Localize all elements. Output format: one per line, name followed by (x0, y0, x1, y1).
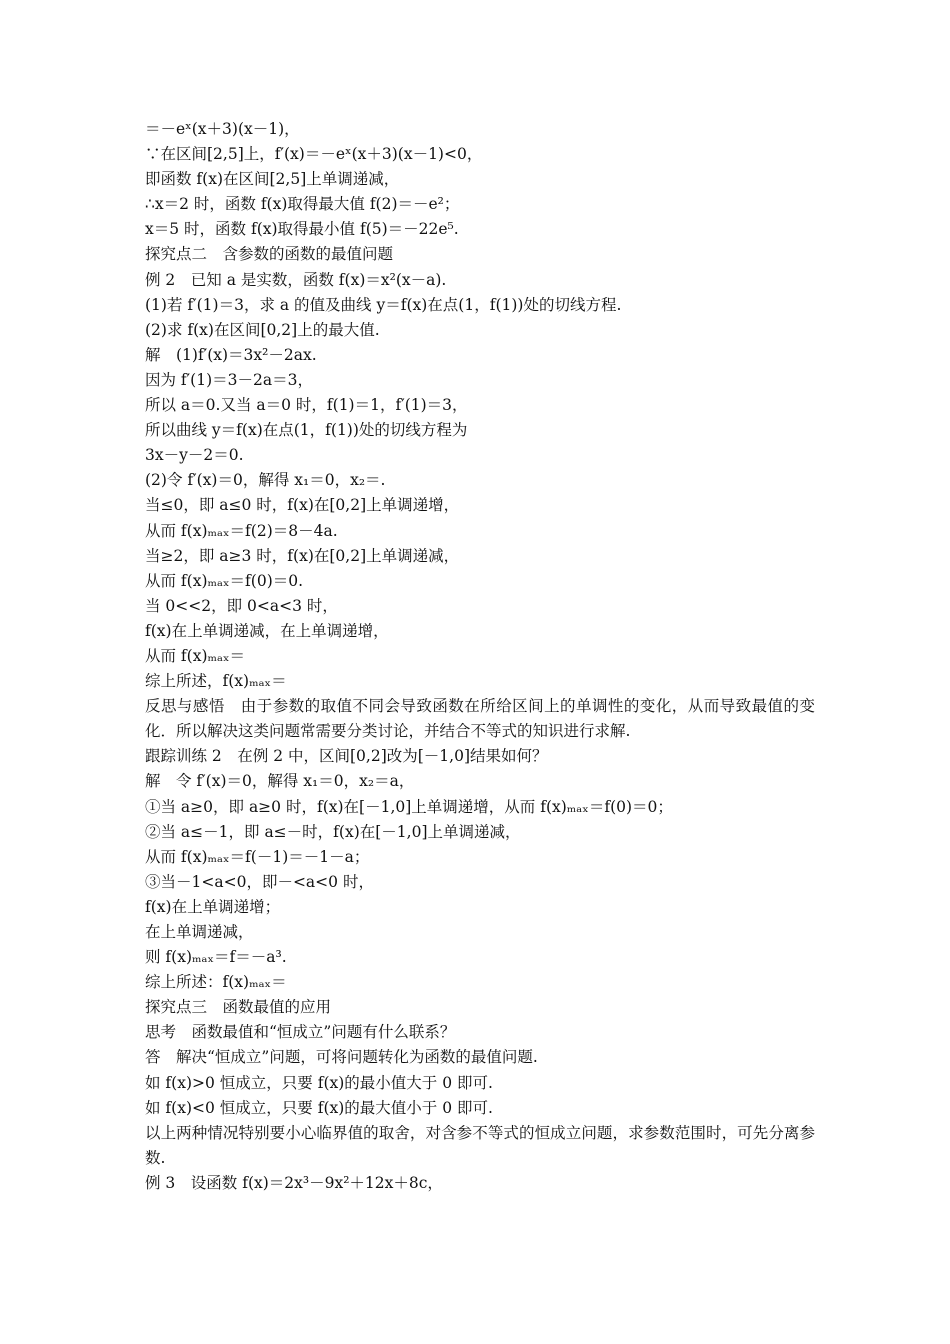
text-line: 如 f(x)>0 恒成立，只要 f(x)的最小值大于 0 即可. (145, 1073, 493, 1092)
summary-paragraph: 以上两种情况特别要小心临界值的取舍，对含参不等式的恒成立问题，求参数范围时，可先分离参数. (145, 1123, 815, 1167)
example-heading: 例 3 设函数 f(x)＝2x³－9x²＋12x＋8c， (145, 1173, 443, 1192)
text-line: 即函数 f(x)在区间[2,5]上单调递减， (145, 170, 400, 189)
section-heading: 探究点二 含参数的函数的最值问题 (145, 245, 394, 264)
text-line: 如 f(x)<0 恒成立，只要 f(x)的最大值小于 0 即可. (145, 1098, 493, 1117)
document-body (145, 117, 815, 1196)
answer-line: 答 解决“恒成立”问题，可将问题转化为函数的最值问题. (145, 1048, 538, 1067)
text-line: 当≤0，即 a≤0 时，f(x)在[0,2]上单调递增， (145, 496, 460, 515)
text-line: 因为 f′(1)＝3－2a＝3， (145, 370, 313, 389)
text-line: f(x)在上单调递增； (145, 897, 281, 916)
text-line: ∴x＝2 时，函数 f(x)取得最大值 f(2)＝－e²； (145, 195, 460, 214)
example-heading: 例 2 已知 a 是实数，函数 f(x)＝x²(x－a). (145, 270, 447, 289)
text-line: ③当－1<a<0，即－<a<0 时， (145, 872, 374, 891)
text-line: 从而 f(x)ₘₐₓ＝f(－1)＝－1－a； (145, 847, 370, 866)
text-line: 从而 f(x)ₘₐₓ＝f(2)＝8－4a. (145, 521, 338, 540)
text-line: f(x)在上单调递减，在上单调递增， (145, 621, 389, 640)
text-line: (1)若 f′(1)＝3，求 a 的值及曲线 y＝f(x)在点(1，f(1))处的切线方程. (145, 295, 622, 314)
text-line: (2)求 f(x)在区间[0,2]上的最大值. (145, 320, 380, 339)
text-line: ∵在区间[2,5]上，f′(x)＝－eˣ(x＋3)(x－1)<0， (145, 145, 483, 164)
text-line: 当 0<<2，即 0<a<3 时， (145, 596, 338, 615)
text-line: (2)令 f′(x)＝0，解得 x₁＝0，x₂＝. (145, 471, 386, 490)
text-line: 解 (1)f′(x)＝3x²－2ax. (145, 345, 317, 364)
text-line: 综上所述，f(x)ₘₐₓ＝ (145, 672, 287, 691)
text-line: ＝－eˣ(x＋3)(x－1)， (145, 120, 300, 138)
text-line: 所以 a＝0.又当 a＝0 时，f(1)＝1，f′(1)＝3， (145, 396, 468, 415)
text-line: 所以曲线 y＝f(x)在点(1，f(1))处的切线方程为 (145, 421, 468, 440)
text-line: ①当 a≥0，即 a≥0 时，f(x)在[－1,0]上单调递增，从而 f(x)ₘₐₓ＝f(0)＝0； (145, 797, 673, 816)
text-line: 则 f(x)ₘₐₓ＝f＝－a³. (145, 948, 287, 967)
question-line: 思考 函数最值和“恒成立”问题有什么联系？ (145, 1023, 456, 1042)
text-line: 从而 f(x)ₘₐₓ＝f(0)＝0. (145, 571, 304, 590)
text-line: x＝5 时，函数 f(x)取得最小值 f(5)＝－22e⁵. (145, 220, 459, 239)
text-line: 3x－y－2＝0. (145, 446, 244, 465)
text-line: 综上所述：f(x)ₘₐₓ＝ (145, 973, 287, 992)
section-heading: 探究点三 函数最值的应用 (145, 998, 332, 1017)
text-line: 当≥2，即 a≥3 时，f(x)在[0,2]上单调递减， (145, 546, 460, 565)
text-line: 在上单调递减， (145, 923, 254, 941)
exercise-heading: 跟踪训练 2 在例 2 中，区间[0,2]改为[－1,0]结果如何？ (145, 747, 548, 766)
reflection-paragraph: 反思与感悟 由于参数的取值不同会导致函数在所给区间上的单调性的变化，从而导致最值的变化．所以解决这类问题常需要分类讨论，并结合不等式的知识进行求解. (145, 697, 815, 741)
text-line: 从而 f(x)ₘₐₓ＝ (145, 646, 246, 665)
text-line: 解 令 f′(x)＝0，解得 x₁＝0，x₂＝a， (145, 772, 415, 791)
text-line: ②当 a≤－1，即 a≤－时，f(x)在[－1,0]上单调递减， (145, 822, 521, 841)
